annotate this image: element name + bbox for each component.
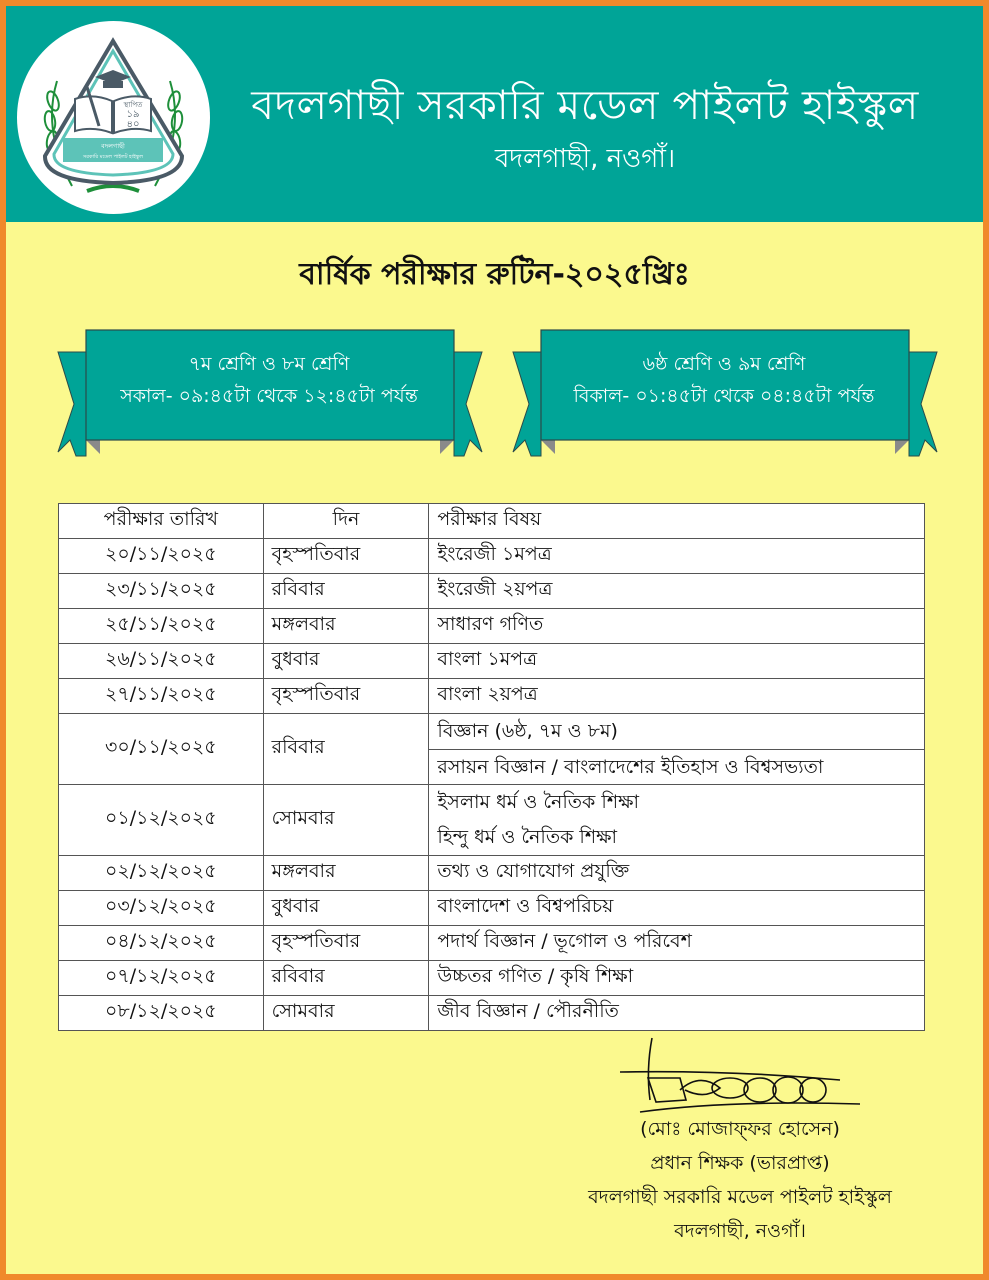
table-row [59, 891, 925, 926]
table-row [59, 926, 925, 961]
exam-routine-table [58, 503, 925, 1031]
exam-subject: ইসলাম ধর্ম ও নৈতিক শিক্ষা [437, 791, 639, 813]
exam-date: ৩০/১১/২০২৫ [59, 714, 264, 785]
banner-time: সকাল- ০৯:৪৫টা থেকে ১২:৪৫টা পর্যন্ত [120, 385, 418, 407]
exam-date: ০৩/১২/২০২৫ [59, 891, 264, 926]
exam-date: ০৪/১২/২০২৫ [59, 926, 264, 961]
exam-day: বুধবার [263, 644, 429, 679]
svg-text:সরকারি মডেল পাইলট হাইস্কুল: সরকারি মডেল পাইলট হাইস্কুল [82, 154, 144, 160]
exam-subject: রসায়ন বিজ্ঞান / বাংলাদেশের ইতিহাস ও বিশ্বসভ্যতা [429, 749, 924, 784]
table-row [59, 785, 925, 856]
exam-date: ০৭/১২/২০২৫ [59, 961, 264, 996]
exam-day: বৃহস্পতিবার [263, 539, 429, 574]
table-row [59, 539, 925, 574]
exam-day: বৃহস্পতিবার [263, 926, 429, 961]
header-date: পরীক্ষার তারিখ [59, 504, 264, 539]
banner-classes: ৭ম শ্রেণি ও ৮ম শ্রেণি [188, 353, 350, 375]
exam-date: ০৮/১২/২০২৫ [59, 996, 264, 1031]
exam-date: ২৩/১১/২০২৫ [59, 574, 264, 609]
table-header-row [59, 504, 925, 539]
exam-subject: সাধারণ গণিত [429, 609, 925, 644]
table-row [59, 856, 925, 891]
school-name: বদলগাছী সরকারি মডেল পাইলট হাইস্কুল [251, 81, 919, 129]
shift-banner-morning [50, 328, 490, 458]
exam-day: মঙ্গলবার [263, 609, 429, 644]
banner-classes: ৬ষ্ঠ শ্রেণি ও ৯ম শ্রেণি [642, 353, 806, 375]
exam-subjects [429, 714, 925, 785]
exam-subject: উচ্চতর গণিত / কৃষি শিক্ষা [429, 961, 925, 996]
routine-title: বার্ষিক পরীক্ষার রুটিন-২০২৫খ্রিঃ [299, 257, 690, 292]
table-row [59, 679, 925, 714]
exam-subject: তথ্য ও যোগাযোগ প্রযুক্তি [429, 856, 925, 891]
handwritten-signature-icon [610, 1030, 870, 1120]
table-row [59, 714, 925, 785]
exam-subjects [429, 785, 925, 856]
signatory-name: (মোঃ মোজাফ্ফর হোসেন) [640, 1118, 840, 1140]
signatory-designation: প্রধান শিক্ষক (ভারপ্রাপ্ত) [650, 1152, 830, 1174]
exam-subject: বাংলাদেশ ও বিশ্বপরিচয় [429, 891, 925, 926]
exam-date: ২০/১১/২০২৫ [59, 539, 264, 574]
exam-date: ০১/১২/২০২৫ [59, 785, 264, 856]
signature-block [545, 1112, 935, 1248]
svg-text:১৯: ১৯ [126, 109, 140, 120]
exam-subject: পদার্থ বিজ্ঞান / ভূগোল ও পরিবেশ [429, 926, 925, 961]
signatory-school: বদলগাছী সরকারি মডেল পাইলট হাইস্কুল [588, 1186, 892, 1208]
school-address: বদলগাছী, নওগাঁ। [494, 144, 676, 174]
exam-subject: ইংরেজী ২য়পত্র [429, 574, 925, 609]
header-day: দিন [263, 504, 429, 539]
school-logo [17, 21, 210, 214]
exam-subject: জীব বিজ্ঞান / পৌরনীতি [429, 996, 925, 1031]
exam-day: রবিবার [263, 574, 429, 609]
exam-subject: ইংরেজী ১মপত্র [429, 539, 925, 574]
exam-subject: বাংলা ২য়পত্র [429, 679, 925, 714]
svg-text:স্থাপিত: স্থাপিত [123, 101, 143, 109]
school-crest-logo-icon [17, 21, 210, 214]
header-subject: পরীক্ষার বিষয় [429, 504, 925, 539]
table-row [59, 574, 925, 609]
exam-day: রবিবার [263, 714, 429, 785]
table-row [59, 644, 925, 679]
exam-subject: বাংলা ১মপত্র [429, 644, 925, 679]
exam-date: ০২/১২/২০২৫ [59, 856, 264, 891]
banner-time: বিকাল- ০১:৪৫টা থেকে ০৪:৪৫টা পর্যন্ত [573, 385, 875, 407]
table-row [59, 961, 925, 996]
exam-day: মঙ্গলবার [263, 856, 429, 891]
exam-day: সোমবার [263, 996, 429, 1031]
table-row [59, 609, 925, 644]
exam-subject: বিজ্ঞান (৬ষ্ঠ, ৭ম ও ৮ম) [437, 720, 618, 742]
exam-subject: হিন্দু ধর্ম ও নৈতিক শিক্ষা [437, 826, 617, 848]
exam-day: বৃহস্পতিবার [263, 679, 429, 714]
table-row [59, 996, 925, 1031]
exam-date: ২৬/১১/২০২৫ [59, 644, 264, 679]
exam-date: ২৫/১১/২০২৫ [59, 609, 264, 644]
svg-text:৪০: ৪০ [126, 119, 140, 130]
shift-banner-afternoon [505, 328, 945, 458]
svg-text:বদলগাছী: বদলগাছী [101, 142, 125, 150]
exam-date: ২৭/১১/২০২৫ [59, 679, 264, 714]
exam-day: বুধবার [263, 891, 429, 926]
exam-day: রবিবার [263, 961, 429, 996]
signatory-address: বদলগাছী, নওগাঁ। [674, 1220, 806, 1242]
exam-day: সোমবার [263, 785, 429, 856]
